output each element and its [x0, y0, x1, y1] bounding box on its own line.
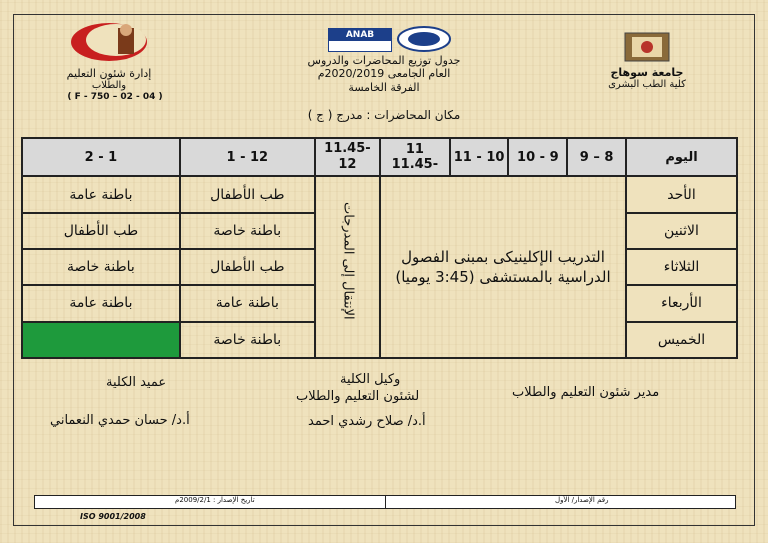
dept-name-line2: والطلاب — [91, 80, 127, 91]
cell-sun-1-2: باطنة عامة — [22, 176, 180, 212]
transfer-block — [315, 176, 380, 358]
header-slot-1-2: 1 - 2 — [22, 138, 180, 176]
table-row — [22, 176, 737, 212]
form-code: ( F - 750 – 02 - 04 ) — [67, 92, 163, 102]
header-slot-1145-12: -11.45 12 — [315, 138, 380, 176]
issue-number: رقم الإصدار/ الأول — [555, 496, 609, 504]
class-level: الفرقة الخامسة — [348, 81, 420, 94]
cell-wed-12-1: باطنة عامة — [180, 285, 315, 321]
faculty-name: كلية الطب البشرى — [608, 79, 686, 90]
cell-mon-12-1: باطنة خاصة — [180, 213, 315, 249]
vice-dean-title-2: لشئون التعليم والطلاب — [296, 389, 420, 404]
schedule-title: جدول توزيع المحاضرات والدروس — [307, 54, 461, 67]
header-slot-11-1145: 11 -11.45 — [380, 138, 450, 176]
header-slot-8-9: 8 – 9 — [567, 138, 626, 176]
day-thursday: الخميس — [626, 322, 737, 358]
header-slot-9-10: 9 - 10 — [508, 138, 567, 176]
header-slot-10-11: 10 - 11 — [450, 138, 509, 176]
dept-name-line1: إدارة شئون التعليم — [66, 67, 152, 80]
anab-logo — [328, 28, 392, 52]
day-monday: الاثنين — [626, 213, 737, 249]
director-title: مدير شئون التعليم والطلاب — [512, 385, 660, 400]
header-day: اليوم — [626, 138, 737, 176]
table-header-row — [22, 138, 737, 176]
cell-sun-12-1: طب الأطفال — [180, 176, 315, 212]
dean-title: عميد الكلية — [106, 375, 167, 390]
day-tuesday: الثلاثاء — [626, 249, 737, 285]
dean-name: أ.د/ حسان حمدي النعماني — [50, 413, 190, 428]
university-name: جامعة سوهاج — [610, 66, 684, 79]
issue-date: تاريخ الإصدار : 2009/2/1م — [175, 496, 255, 504]
cell-thu-1-2-empty — [22, 322, 180, 358]
day-wednesday: الأربعاء — [626, 285, 737, 321]
cell-tue-1-2: باطنة خاصة — [22, 249, 180, 285]
cell-thu-12-1: باطنة خاصة — [180, 322, 315, 358]
cell-tue-12-1: طب الأطفال — [180, 249, 315, 285]
cell-wed-1-2: باطنة عامة — [22, 285, 180, 321]
cell-mon-1-2: طب الأطفال — [22, 213, 180, 249]
academic-year: العام الجامعى 2020/2019م — [317, 67, 451, 80]
certification-logo — [396, 26, 452, 52]
footer-divider — [385, 496, 386, 508]
transfer-label: الإنتقال إلى المدرجات — [340, 201, 356, 320]
lecture-place: مكان المحاضرات : مدرج ( ج ) — [307, 108, 461, 122]
vice-dean-title-1: وكيل الكلية — [340, 372, 401, 387]
iso-standard: ISO 9001/2008 — [80, 512, 146, 521]
vice-dean-name: أ.د/ صلاح رشدي احمد — [308, 414, 426, 429]
header-slot-12-1: 12 - 1 — [180, 138, 315, 176]
anab-logo-text: ANAB — [329, 29, 391, 41]
footer-issue-box — [34, 495, 736, 509]
day-sunday: الأحد — [626, 176, 737, 212]
clinical-training-block: التدريب الإكلينيكى بمبنى الفصول الدراسية بالمستشفى (3:45 يوميا) — [380, 176, 626, 358]
schedule-table — [21, 137, 738, 359]
university-logo — [624, 32, 670, 62]
